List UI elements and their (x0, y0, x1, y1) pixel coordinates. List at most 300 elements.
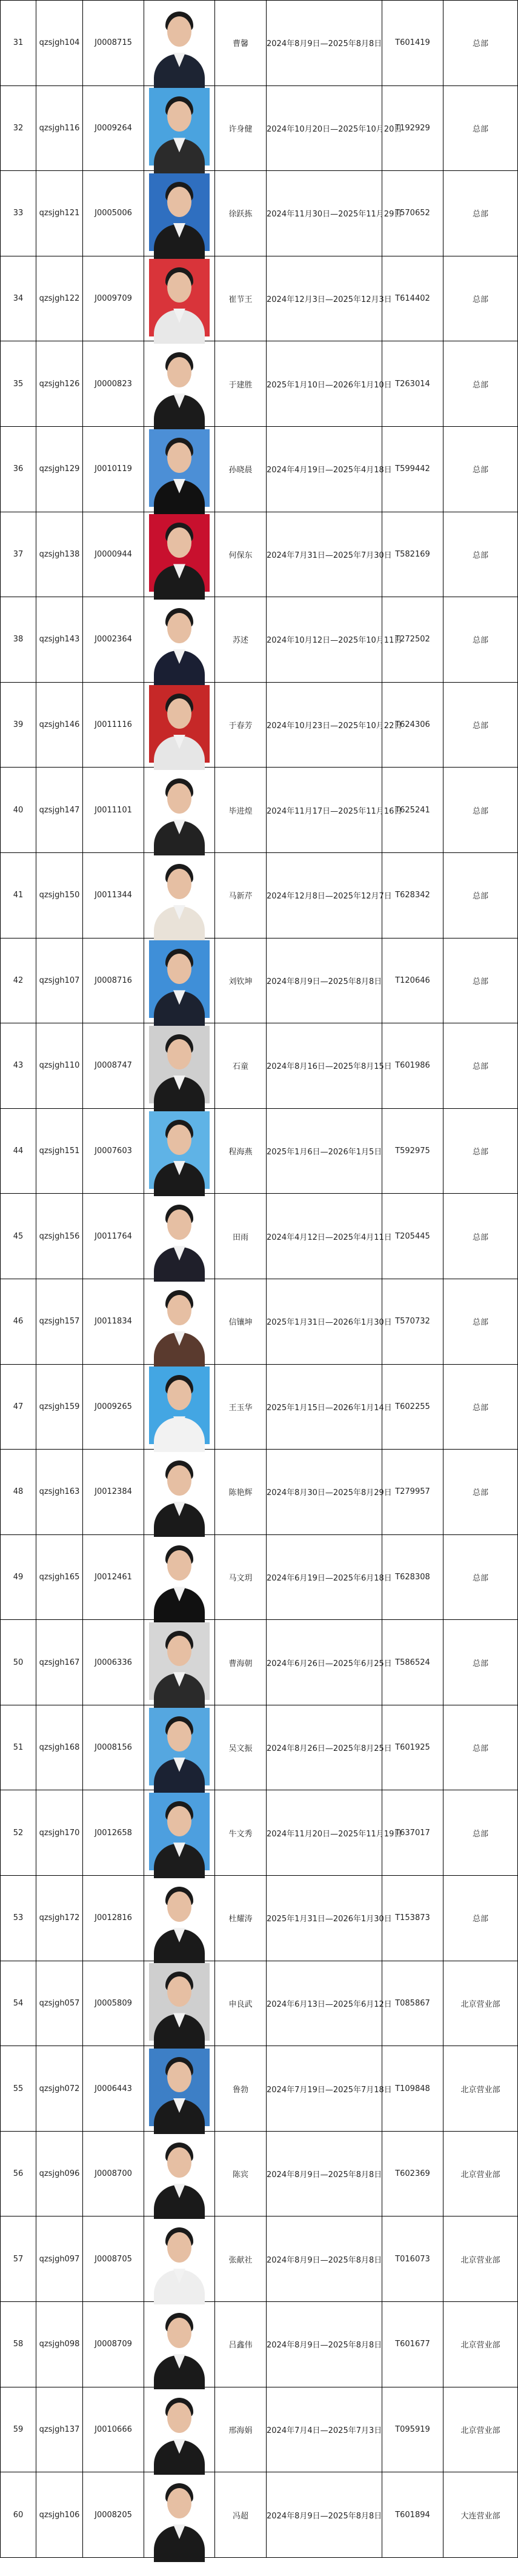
license-number-cell: J0012658 (83, 1790, 144, 1876)
staff-code-cell: qzsjgh172 (36, 1876, 83, 1961)
staff-code-cell: qzsjgh163 (36, 1450, 83, 1535)
portrait-photo (149, 1537, 210, 1614)
portrait-photo (149, 1452, 210, 1530)
name-cell: 曹馨 (215, 1, 267, 86)
department-cell: 总部 (443, 1364, 518, 1450)
row-index-cell: 39 (1, 682, 36, 768)
row-index-cell: 43 (1, 1023, 36, 1109)
validity-period-cell: 2024年8月9日—2025年8月8日 (267, 1, 382, 86)
portrait-photo (149, 600, 210, 677)
certificate-number-cell: T153873 (382, 1876, 443, 1961)
photo-cell (144, 2472, 215, 2558)
row-index-cell: 56 (1, 2131, 36, 2216)
certificate-number-cell: T205445 (382, 1194, 443, 1279)
name-cell: 徐跃拣 (215, 171, 267, 256)
name-cell: 毕进煌 (215, 768, 267, 853)
department-cell: 总部 (443, 1705, 518, 1790)
row-index-cell: 32 (1, 85, 36, 171)
table-row (1, 682, 518, 768)
portrait-photo (149, 1282, 210, 1359)
name-cell: 孙晓晨 (215, 426, 267, 512)
photo-cell (144, 1194, 215, 1279)
department-cell: 北京营业部 (443, 2302, 518, 2387)
table-row (1, 1, 518, 86)
staff-code-cell: qzsjgh126 (36, 341, 83, 427)
department-cell: 北京营业部 (443, 2387, 518, 2472)
license-number-cell: J0002364 (83, 597, 144, 683)
department-cell: 总部 (443, 852, 518, 938)
validity-period-cell: 2024年8月9日—2025年8月8日 (267, 2216, 382, 2302)
photo-cell (144, 1, 215, 86)
license-number-cell: J0011101 (83, 768, 144, 853)
license-number-cell: J0008716 (83, 938, 144, 1023)
row-index-cell: 36 (1, 426, 36, 512)
validity-period-cell: 2024年10月23日—2025年10月22日 (267, 682, 382, 768)
license-number-cell: J0008709 (83, 2302, 144, 2387)
photo-cell (144, 2216, 215, 2302)
department-cell: 总部 (443, 171, 518, 256)
row-index-cell: 45 (1, 1194, 36, 1279)
photo-cell (144, 597, 215, 683)
license-number-cell: J0008705 (83, 2216, 144, 2302)
photo-cell (144, 85, 215, 171)
validity-period-cell: 2024年12月3日—2025年12月3日 (267, 256, 382, 341)
certificate-number-cell: T601419 (382, 1, 443, 86)
row-index-cell: 50 (1, 1620, 36, 1705)
name-cell: 冯超 (215, 2472, 267, 2558)
table-row (1, 1705, 518, 1790)
validity-period-cell: 2024年10月12日—2025年10月11日 (267, 597, 382, 683)
table-row (1, 512, 518, 597)
license-number-cell: J0005809 (83, 1961, 144, 2046)
table-row (1, 1790, 518, 1876)
department-cell: 总部 (443, 1, 518, 86)
staff-code-cell: qzsjgh096 (36, 2131, 83, 2216)
portrait-photo (149, 855, 210, 933)
certificate-number-cell: T624306 (382, 682, 443, 768)
validity-period-cell: 2024年8月26日—2025年8月25日 (267, 1705, 382, 1790)
row-index-cell: 42 (1, 938, 36, 1023)
validity-period-cell: 2025年1月31日—2026年1月30日 (267, 1876, 382, 1961)
photo-cell (144, 1534, 215, 1620)
photo-cell (144, 1023, 215, 1109)
table-row (1, 1450, 518, 1535)
certificate-number-cell: T637017 (382, 1790, 443, 1876)
department-cell: 大连营业部 (443, 2472, 518, 2558)
photo-cell (144, 171, 215, 256)
validity-period-cell: 2024年8月9日—2025年8月8日 (267, 2302, 382, 2387)
row-index-cell: 53 (1, 1876, 36, 1961)
department-cell: 总部 (443, 768, 518, 853)
staff-code-cell: qzsjgh167 (36, 1620, 83, 1705)
validity-period-cell: 2024年12月8日—2025年12月7日 (267, 852, 382, 938)
department-cell: 总部 (443, 426, 518, 512)
row-index-cell: 37 (1, 512, 36, 597)
name-cell: 苏述 (215, 597, 267, 683)
license-number-cell: J0009265 (83, 1364, 144, 1450)
photo-cell (144, 2046, 215, 2132)
name-cell: 程海燕 (215, 1108, 267, 1194)
certificate-number-cell: T095919 (382, 2387, 443, 2472)
validity-period-cell: 2024年4月12日—2025年4月11日 (267, 1194, 382, 1279)
table-row (1, 1534, 518, 1620)
portrait-photo (149, 1367, 210, 1444)
row-index-cell: 35 (1, 341, 36, 427)
validity-period-cell: 2024年7月31日—2025年7月30日 (267, 512, 382, 597)
row-index-cell: 46 (1, 1279, 36, 1364)
row-index-cell: 40 (1, 768, 36, 853)
table-row (1, 2472, 518, 2558)
department-cell: 总部 (443, 512, 518, 597)
portrait-photo (149, 514, 210, 592)
photo-cell (144, 256, 215, 341)
license-number-cell: J0012816 (83, 1876, 144, 1961)
department-cell: 总部 (443, 1108, 518, 1194)
row-index-cell: 47 (1, 1364, 36, 1450)
row-index-cell: 58 (1, 2302, 36, 2387)
certificate-number-cell: T602255 (382, 1364, 443, 1450)
row-index-cell: 54 (1, 1961, 36, 2046)
row-index-cell: 51 (1, 1705, 36, 1790)
photo-cell (144, 1620, 215, 1705)
table-row (1, 171, 518, 256)
department-cell: 总部 (443, 1534, 518, 1620)
name-cell: 邢海娟 (215, 2387, 267, 2472)
license-number-cell: J0010666 (83, 2387, 144, 2472)
photo-cell (144, 2387, 215, 2472)
certificate-number-cell: T272502 (382, 597, 443, 683)
name-cell: 陈宾 (215, 2131, 267, 2216)
license-number-cell: J0011116 (83, 682, 144, 768)
portrait-photo (149, 1878, 210, 1956)
department-cell: 北京营业部 (443, 1961, 518, 2046)
certificate-number-cell: T570732 (382, 1279, 443, 1364)
table-row (1, 1023, 518, 1109)
license-number-cell: J0006443 (83, 2046, 144, 2132)
staff-code-cell: qzsjgh138 (36, 512, 83, 597)
staff-code-cell: qzsjgh170 (36, 1790, 83, 1876)
license-number-cell: J0005006 (83, 171, 144, 256)
table-row (1, 256, 518, 341)
row-index-cell: 34 (1, 256, 36, 341)
validity-period-cell: 2024年7月4日—2025年7月3日 (267, 2387, 382, 2472)
staff-code-cell: qzsjgh106 (36, 2472, 83, 2558)
validity-period-cell: 2024年4月19日—2025年4月18日 (267, 426, 382, 512)
validity-period-cell: 2024年11月20日—2025年11月19日 (267, 1790, 382, 1876)
license-number-cell: J0010119 (83, 426, 144, 512)
department-cell: 总部 (443, 682, 518, 768)
portrait-photo (149, 1708, 210, 1785)
row-index-cell: 52 (1, 1790, 36, 1876)
row-index-cell: 41 (1, 852, 36, 938)
name-cell: 牛文秀 (215, 1790, 267, 1876)
table-row (1, 2046, 518, 2132)
department-cell: 总部 (443, 1790, 518, 1876)
staff-code-cell: qzsjgh151 (36, 1108, 83, 1194)
name-cell: 吕鑫伟 (215, 2302, 267, 2387)
portrait-photo (149, 770, 210, 848)
portrait-photo (149, 1622, 210, 1700)
name-cell: 马新芹 (215, 852, 267, 938)
table-row (1, 1279, 518, 1364)
license-number-cell: J0006336 (83, 1620, 144, 1705)
photo-cell (144, 341, 215, 427)
portrait-photo (149, 1026, 210, 1103)
department-cell: 北京营业部 (443, 2131, 518, 2216)
name-cell: 曹海朝 (215, 1620, 267, 1705)
validity-period-cell: 2024年8月16日—2025年8月15日 (267, 1023, 382, 1109)
table-row (1, 852, 518, 938)
validity-period-cell: 2024年8月9日—2025年8月8日 (267, 2131, 382, 2216)
row-index-cell: 57 (1, 2216, 36, 2302)
certificate-number-cell: T601894 (382, 2472, 443, 2558)
staff-code-cell: qzsjgh150 (36, 852, 83, 938)
table-row (1, 1876, 518, 1961)
staff-code-cell: qzsjgh098 (36, 2302, 83, 2387)
table-row (1, 2387, 518, 2472)
portrait-photo (149, 2304, 210, 2382)
name-cell: 崔节王 (215, 256, 267, 341)
department-cell: 总部 (443, 1620, 518, 1705)
name-cell: 石童 (215, 1023, 267, 1109)
validity-period-cell: 2024年11月30日—2025年11月29日 (267, 171, 382, 256)
staff-code-cell: qzsjgh121 (36, 171, 83, 256)
row-index-cell: 60 (1, 2472, 36, 2558)
row-index-cell: 48 (1, 1450, 36, 1535)
name-cell: 刘钦坤 (215, 938, 267, 1023)
table-row (1, 85, 518, 171)
validity-period-cell: 2025年1月15日—2026年1月14日 (267, 1364, 382, 1450)
license-number-cell: J0008205 (83, 2472, 144, 2558)
portrait-photo (149, 2134, 210, 2212)
photo-cell (144, 512, 215, 597)
staff-code-cell: qzsjgh129 (36, 426, 83, 512)
staff-code-cell: qzsjgh137 (36, 2387, 83, 2472)
photo-cell (144, 1961, 215, 2046)
validity-period-cell: 2024年6月26日—2025年6月25日 (267, 1620, 382, 1705)
staff-code-cell: qzsjgh165 (36, 1534, 83, 1620)
license-number-cell: J0011344 (83, 852, 144, 938)
staff-code-cell: qzsjgh146 (36, 682, 83, 768)
staff-code-cell: qzsjgh104 (36, 1, 83, 86)
license-number-cell: J0011764 (83, 1194, 144, 1279)
department-cell: 总部 (443, 1279, 518, 1364)
photo-cell (144, 2302, 215, 2387)
photo-cell (144, 1279, 215, 1364)
table-row (1, 768, 518, 853)
staff-code-cell: qzsjgh157 (36, 1279, 83, 1364)
staff-code-cell: qzsjgh147 (36, 768, 83, 853)
certificate-number-cell: T601677 (382, 2302, 443, 2387)
certificate-number-cell: T085867 (382, 1961, 443, 2046)
department-cell: 总部 (443, 597, 518, 683)
validity-period-cell: 2025年1月6日—2026年1月5日 (267, 1108, 382, 1194)
staff-code-cell: qzsjgh122 (36, 256, 83, 341)
portrait-photo (149, 2389, 210, 2467)
staff-code-cell: qzsjgh168 (36, 1705, 83, 1790)
certificate-number-cell: T279957 (382, 1450, 443, 1535)
validity-period-cell: 2024年6月19日—2025年6月18日 (267, 1534, 382, 1620)
license-number-cell: J0008747 (83, 1023, 144, 1109)
name-cell: 鲁勃 (215, 2046, 267, 2132)
validity-period-cell: 2024年6月13日—2025年6月12日 (267, 1961, 382, 2046)
table-row (1, 2302, 518, 2387)
table-row (1, 938, 518, 1023)
photo-cell (144, 1364, 215, 1450)
license-number-cell: J0000823 (83, 341, 144, 427)
license-number-cell: J0008156 (83, 1705, 144, 1790)
photo-cell (144, 2131, 215, 2216)
name-cell: 于建胜 (215, 341, 267, 427)
department-cell: 总部 (443, 85, 518, 171)
department-cell: 总部 (443, 1450, 518, 1535)
photo-cell (144, 1450, 215, 1535)
certificate-number-cell: T628308 (382, 1534, 443, 1620)
table-row (1, 1364, 518, 1450)
name-cell: 田雨 (215, 1194, 267, 1279)
license-number-cell: J0007603 (83, 1108, 144, 1194)
table-row (1, 426, 518, 512)
row-index-cell: 33 (1, 171, 36, 256)
portrait-photo (149, 3, 210, 81)
license-number-cell: J0009709 (83, 256, 144, 341)
name-cell: 杜耀涛 (215, 1876, 267, 1961)
name-cell: 何保东 (215, 512, 267, 597)
certificate-number-cell: T109848 (382, 2046, 443, 2132)
table-row (1, 2216, 518, 2302)
portrait-photo (149, 259, 210, 336)
photo-cell (144, 1790, 215, 1876)
table-row (1, 2131, 518, 2216)
department-cell: 总部 (443, 1876, 518, 1961)
certificate-number-cell: T601986 (382, 1023, 443, 1109)
portrait-photo (149, 2475, 210, 2552)
table-row (1, 1108, 518, 1194)
license-number-cell: J0008700 (83, 2131, 144, 2216)
name-cell: 张献社 (215, 2216, 267, 2302)
staff-code-cell: qzsjgh097 (36, 2216, 83, 2302)
certificate-number-cell: T614402 (382, 256, 443, 341)
license-number-cell: J0009264 (83, 85, 144, 171)
portrait-photo (149, 173, 210, 251)
row-index-cell: 31 (1, 1, 36, 86)
department-cell: 总部 (443, 1194, 518, 1279)
certificate-number-cell: T602369 (382, 2131, 443, 2216)
portrait-photo (149, 344, 210, 421)
validity-period-cell: 2024年10月20日—2025年10月20日 (267, 85, 382, 171)
portrait-photo (149, 940, 210, 1018)
table-row (1, 1194, 518, 1279)
portrait-photo (149, 1111, 210, 1189)
name-cell: 吴文振 (215, 1705, 267, 1790)
portrait-photo (149, 2049, 210, 2126)
row-index-cell: 55 (1, 2046, 36, 2132)
department-cell: 总部 (443, 341, 518, 427)
name-cell: 于春芳 (215, 682, 267, 768)
table-row (1, 341, 518, 427)
photo-cell (144, 852, 215, 938)
certificate-number-cell: T592975 (382, 1108, 443, 1194)
photo-cell (144, 1705, 215, 1790)
photo-cell (144, 1108, 215, 1194)
department-cell: 总部 (443, 938, 518, 1023)
certificate-number-cell: T016073 (382, 2216, 443, 2302)
name-cell: 陈艳辉 (215, 1450, 267, 1535)
staff-code-cell: qzsjgh116 (36, 85, 83, 171)
staff-code-cell: qzsjgh110 (36, 1023, 83, 1109)
validity-period-cell: 2024年7月19日—2025年7月18日 (267, 2046, 382, 2132)
name-cell: 马文玥 (215, 1534, 267, 1620)
row-index-cell: 44 (1, 1108, 36, 1194)
roster-body (1, 1, 518, 2558)
portrait-photo (149, 429, 210, 507)
photo-cell (144, 682, 215, 768)
portrait-photo (149, 1963, 210, 2041)
table-row (1, 597, 518, 683)
portrait-photo (149, 1196, 210, 1274)
photo-cell (144, 938, 215, 1023)
license-number-cell: J0008715 (83, 1, 144, 86)
validity-period-cell: 2024年8月30日—2025年8月29日 (267, 1450, 382, 1535)
department-cell: 总部 (443, 256, 518, 341)
license-number-cell: J0012384 (83, 1450, 144, 1535)
certificate-number-cell: T192929 (382, 85, 443, 171)
certificate-number-cell: T625241 (382, 768, 443, 853)
staff-code-cell: qzsjgh107 (36, 938, 83, 1023)
photo-cell (144, 1876, 215, 1961)
name-cell: 申良武 (215, 1961, 267, 2046)
staff-code-cell: qzsjgh057 (36, 1961, 83, 2046)
certificate-number-cell: T120646 (382, 938, 443, 1023)
validity-period-cell: 2025年1月10日—2026年1月10日 (267, 341, 382, 427)
row-index-cell: 38 (1, 597, 36, 683)
certificate-number-cell: T570652 (382, 171, 443, 256)
validity-period-cell: 2024年8月9日—2025年8月8日 (267, 938, 382, 1023)
photo-cell (144, 426, 215, 512)
portrait-photo (149, 2219, 210, 2297)
certificate-number-cell: T599442 (382, 426, 443, 512)
certificate-number-cell: T582169 (382, 512, 443, 597)
certificate-number-cell: T601925 (382, 1705, 443, 1790)
department-cell: 北京营业部 (443, 2046, 518, 2132)
table-row (1, 1620, 518, 1705)
license-number-cell: J0012461 (83, 1534, 144, 1620)
license-number-cell: J0000944 (83, 512, 144, 597)
validity-period-cell: 2024年11月17日—2025年11月16日 (267, 768, 382, 853)
department-cell: 总部 (443, 1023, 518, 1109)
validity-period-cell: 2024年8月9日—2025年8月8日 (267, 2472, 382, 2558)
staff-code-cell: qzsjgh072 (36, 2046, 83, 2132)
license-number-cell: J0011834 (83, 1279, 144, 1364)
name-cell: 许身健 (215, 85, 267, 171)
certificate-number-cell: T263014 (382, 341, 443, 427)
certificate-number-cell: T628342 (382, 852, 443, 938)
photo-cell (144, 768, 215, 853)
staff-code-cell: qzsjgh156 (36, 1194, 83, 1279)
name-cell: 信镶坤 (215, 1279, 267, 1364)
staff-code-cell: qzsjgh143 (36, 597, 83, 683)
name-cell: 王玉华 (215, 1364, 267, 1450)
certificate-number-cell: T586524 (382, 1620, 443, 1705)
validity-period-cell: 2025年1月31日—2026年1月30日 (267, 1279, 382, 1364)
staff-code-cell: qzsjgh159 (36, 1364, 83, 1450)
portrait-photo (149, 685, 210, 763)
table-row (1, 1961, 518, 2046)
row-index-cell: 59 (1, 2387, 36, 2472)
portrait-photo (149, 88, 210, 166)
row-index-cell: 49 (1, 1534, 36, 1620)
portrait-photo (149, 1793, 210, 1870)
